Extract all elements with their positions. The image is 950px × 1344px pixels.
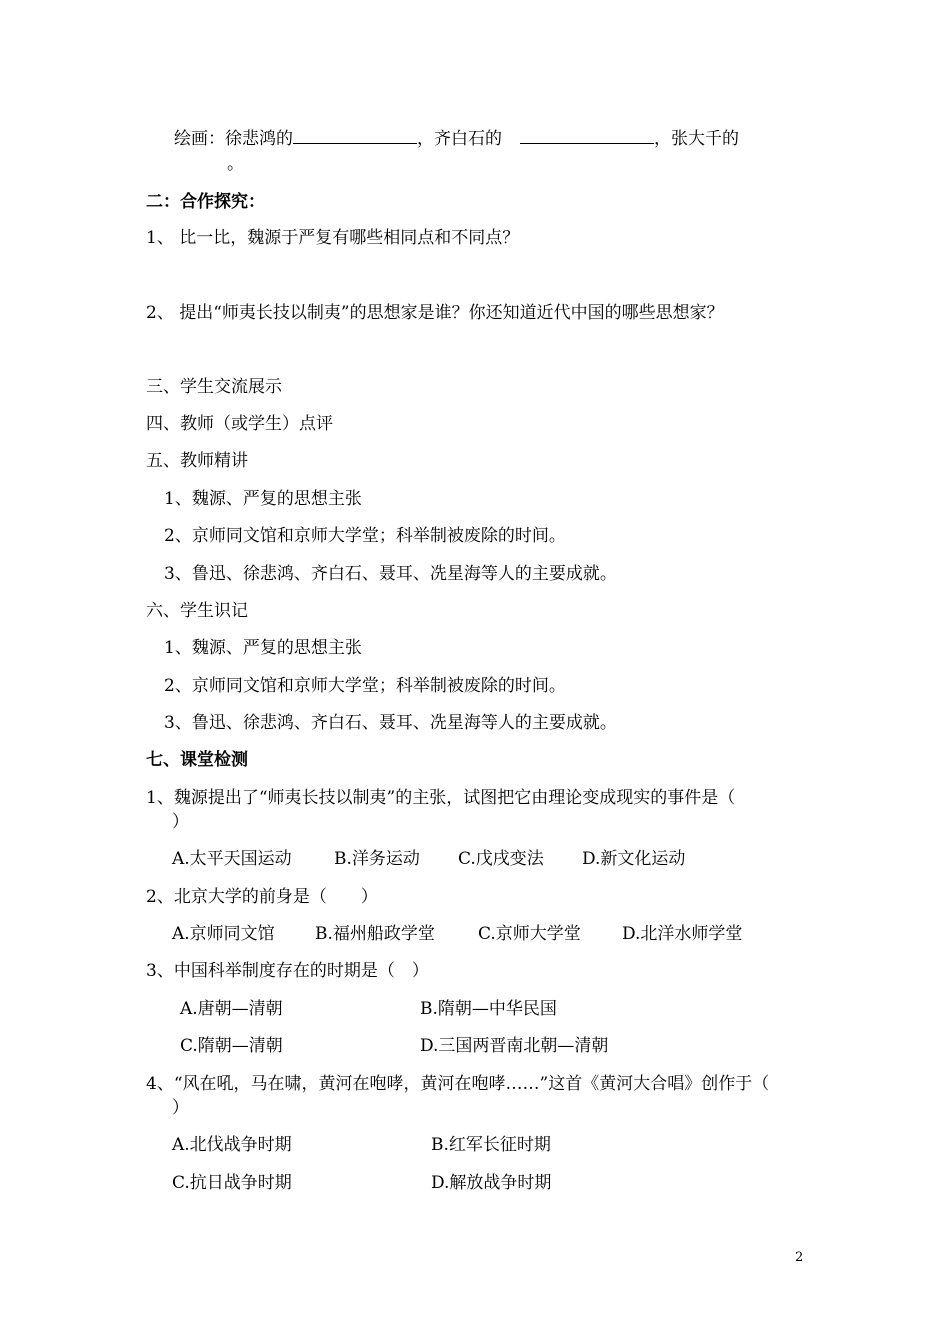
- quiz-q1-option-d: D.新文化运动: [582, 849, 686, 869]
- section5-title: 五、教师精讲: [146, 451, 248, 471]
- section2-title: 二：合作探究：: [146, 192, 265, 212]
- quiz-q2-option-a: A.京师同文馆: [172, 924, 275, 944]
- quiz-q4-option-d: D.解放战争时期: [431, 1173, 552, 1193]
- section4-title: 四、教师（或学生）点评: [146, 414, 333, 434]
- quiz-q3-option-c: C.隋朝—清朝: [180, 1036, 283, 1056]
- quiz-q2-option-c: C.京师大学堂: [478, 924, 581, 944]
- quiz-q1-option-b: B.洋务运动: [334, 849, 420, 869]
- quiz-q3-line1: 3、中国科举制度存在的时期是（ ）: [146, 961, 429, 981]
- painting-line: [174, 128, 739, 150]
- section6-item-1: 1、魏源、严复的思想主张: [164, 638, 362, 658]
- blank-xu-beihong: [293, 128, 417, 144]
- quiz-q1-options: [172, 848, 685, 870]
- painting-label: 绘画：徐悲鸿的: [174, 129, 293, 149]
- section5-item-1: 1、魏源、严复的思想主张: [164, 489, 362, 509]
- section5-item-3: 3、鲁迅、徐悲鸿、齐白石、聂耳、冼星海等人的主要成就。: [164, 564, 617, 584]
- quiz-q3-option-a: A.唐朝—清朝: [180, 999, 283, 1019]
- quiz-q1-option-a: A.太平天国运动: [172, 849, 292, 869]
- quiz-q1-line2: ）: [172, 812, 189, 832]
- quiz-q2-option-d: D.北洋水师学堂: [622, 924, 743, 944]
- blank-qi-baishi: [520, 128, 654, 144]
- painting-sep1: ，齐白石的: [417, 129, 502, 149]
- quiz-q2-options: [172, 923, 742, 945]
- section2-q2: 2、 提出“师夷长技以制夷”的思想家是谁？你还知道近代中国的哪些思想家？: [146, 303, 724, 323]
- section5-item-2: 2、京师同文馆和京师大学堂；科举制被废除的时间。: [164, 526, 566, 546]
- quiz-q4-option-c: C.抗日战争时期: [172, 1173, 292, 1193]
- quiz-q4-line2: ）: [172, 1098, 189, 1118]
- section7-title: 七、课堂检测: [146, 750, 248, 770]
- quiz-q1-option-c: C.戊戌变法: [458, 849, 544, 869]
- quiz-q2-line1: 2、北京大学的前身是（ ）: [146, 887, 378, 907]
- painting-sep2: ，张大千的: [654, 129, 739, 149]
- quiz-q2-option-b: B.福州船政学堂: [315, 924, 435, 944]
- section6-item-2: 2、京师同文馆和京师大学堂；科举制被废除的时间。: [164, 676, 566, 696]
- quiz-q3-option-b: B.隋朝—中华民国: [420, 999, 557, 1019]
- painting-end: 。: [227, 154, 244, 174]
- quiz-q1-line1: 1、魏源提出了“师夷长技以制夷”的主张，试图把它由理论变成现实的事件是（: [146, 788, 736, 808]
- quiz-q3-option-d: D.三国两晋南北朝—清朝: [420, 1036, 609, 1056]
- quiz-q4-line1: 4、“风在吼，马在啸，黄河在咆哮，黄河在咆哮……”这首《黄河大合唱》创作于（: [146, 1074, 770, 1094]
- section6-title: 六、学生识记: [146, 601, 248, 621]
- quiz-q4-option-a: A.北伐战争时期: [172, 1135, 292, 1155]
- section3-title: 三、学生交流展示: [146, 377, 282, 397]
- quiz-q4-option-b: B.红军长征时期: [431, 1135, 551, 1155]
- section6-item-3: 3、鲁迅、徐悲鸿、齐白石、聂耳、冼星海等人的主要成就。: [164, 713, 617, 733]
- page-number: 2: [795, 1250, 804, 1265]
- section2-q1: 1、 比一比，魏源于严复有哪些相同点和不同点？: [146, 228, 520, 248]
